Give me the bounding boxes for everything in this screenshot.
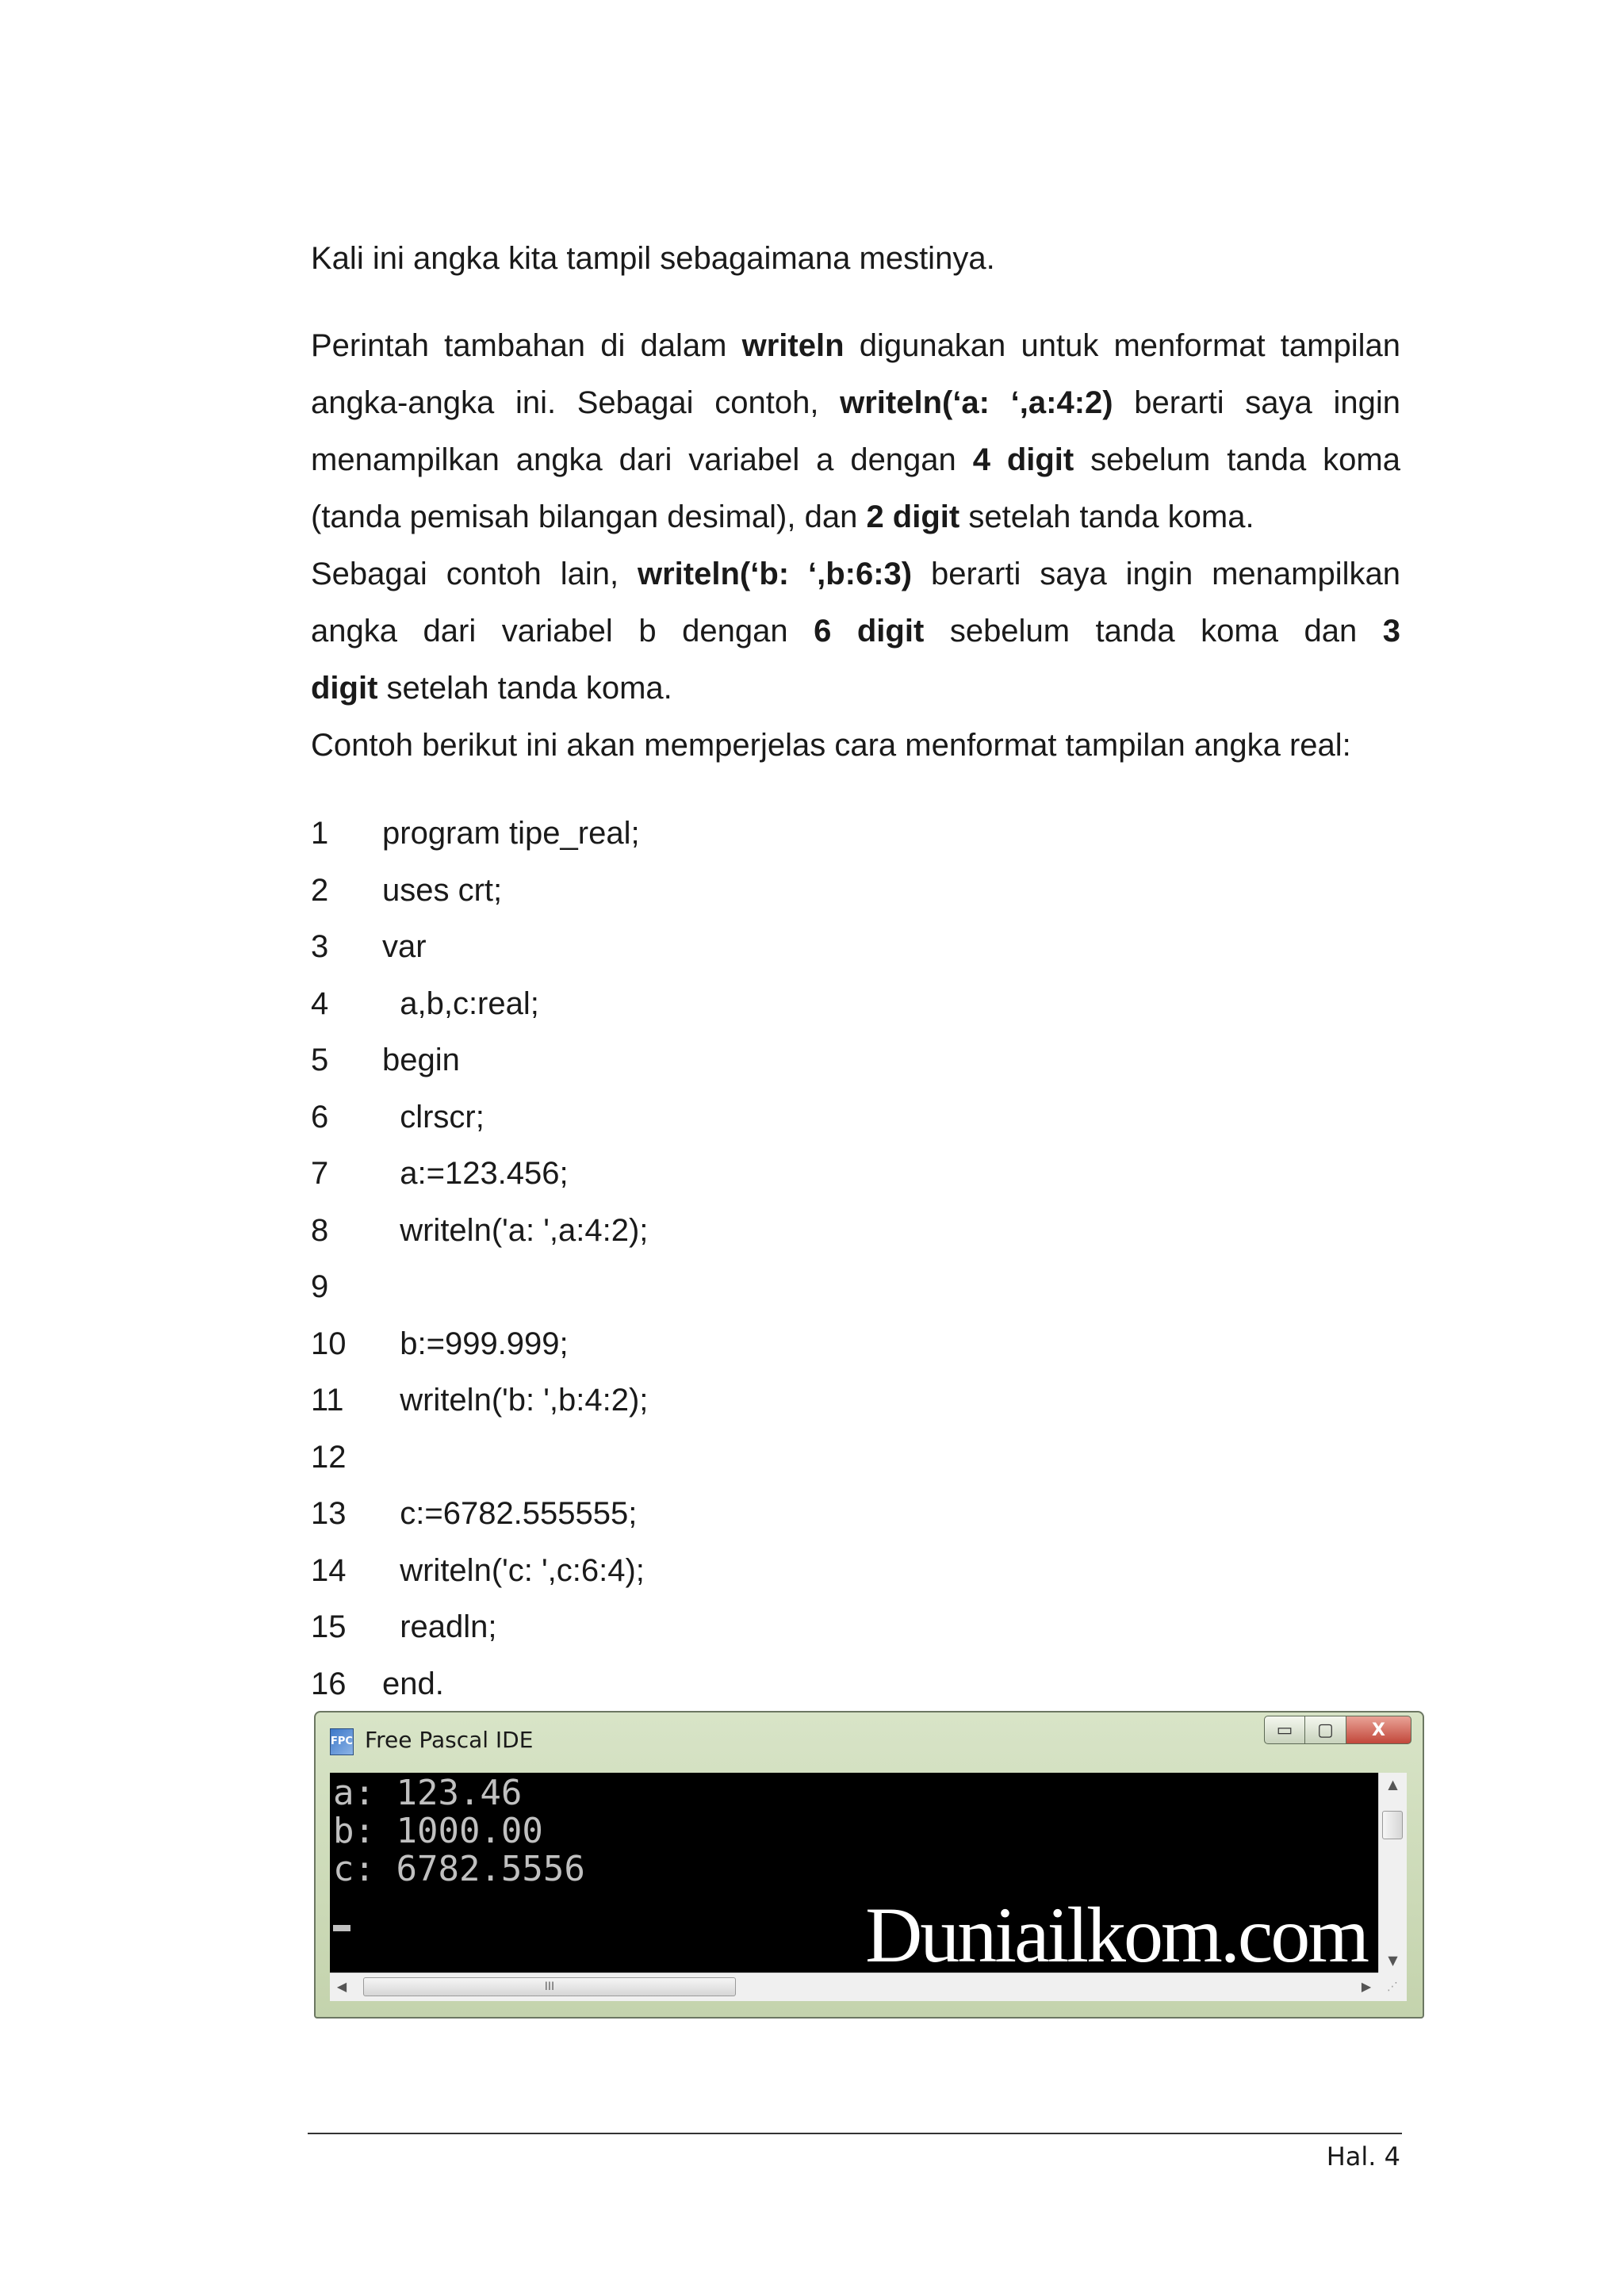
line-number: 7 [311,1156,329,1191]
format-explanation-paragraph: Perintah tambahan di dalam writeln digunakan untuk menformat tampilan angka-angka ini. Sebagai contoh, writeln(‘a: ‘,a:4:2) berarti saya ingin menampilkan angka dari variabel a dengan 4 digit sebelum tanda koma (tanda pemisah bilangan desimal), dan 2 digit setelah tanda koma. [311,328,1400,534]
line-number: 16 [311,1666,347,1701]
code-line [311,1259,1400,1316]
line-text: clrscr; [382,1099,485,1135]
window-title: Free Pascal IDE [365,1727,534,1753]
line-text: var [382,929,427,964]
line-number: 9 [311,1269,329,1304]
resize-grip-icon[interactable]: ⋰ [1378,1973,1407,2001]
line-text: uses crt; [382,872,503,908]
console-output[interactable] [330,1773,1378,1973]
code-line [311,1656,1400,1713]
line-text [382,1429,1400,1487]
console-line-c: c: 6782.5556 [333,1849,585,1889]
line-text: a:=123.456; [382,1156,569,1191]
line-number: 12 [311,1439,347,1475]
console-line-a: a: 123.46 [333,1773,523,1813]
code-line [311,1203,1400,1260]
code-line [311,1146,1400,1203]
code-line [311,1429,1400,1487]
line-text [382,1259,1400,1316]
line-number: 14 [311,1552,347,1588]
line-number: 2 [311,872,329,908]
horizontal-scroll-thumb[interactable]: III [363,1977,736,1996]
code-intro-paragraph: Contoh berikut ini akan memperjelas cara menformat tampilan angka real: [311,728,1351,763]
line-text: c:=6782.555555; [382,1496,638,1531]
footer-divider [308,2133,1402,2134]
line-number: 6 [311,1099,329,1135]
free-pascal-icon: FPC [330,1728,354,1755]
code-line [311,863,1400,920]
line-number: 8 [311,1212,329,1248]
vertical-scroll-thumb[interactable] [1382,1811,1403,1839]
maximize-icon: ▢ [1317,1720,1334,1740]
window-titlebar[interactable] [316,1712,1423,1768]
keyword-writeln: writeln [741,328,845,363]
line-number: 13 [311,1496,347,1531]
scroll-up-icon[interactable]: ▲ [1388,1777,1398,1792]
scroll-down-icon[interactable]: ▼ [1388,1953,1398,1968]
line-text: b:=999.999; [382,1326,569,1361]
code-line [311,806,1400,863]
close-icon: X [1372,1720,1385,1740]
example-writeln-b: writeln(‘b: ‘,b:6:3) [637,557,913,591]
line-number: 11 [311,1383,344,1418]
console-line-b: b: 1000.00 [333,1811,543,1851]
code-line [311,1599,1400,1656]
page-number: Hal. 4 [1326,2141,1400,2172]
maximize-button[interactable] [1305,1716,1346,1744]
scroll-right-icon[interactable]: ▶ [1361,1979,1372,1994]
line-text: program tipe_real; [382,816,640,851]
line-number: 3 [311,929,329,964]
code-line [311,1543,1400,1600]
code-line [311,1316,1400,1373]
code-line [311,976,1400,1033]
line-number: 10 [311,1326,347,1361]
line-number: 5 [311,1043,329,1077]
line-text: writeln('a: ',a:4:2); [382,1212,649,1248]
code-listing [311,806,1400,1712]
watermark: Duniailkom.com [865,1891,1367,1973]
intro-paragraph: Kali ini angka kita tampil sebagaimana mestinya. [311,241,995,276]
code-line [311,1089,1400,1146]
line-text: writeln('c: ',c:6:4); [382,1552,645,1588]
vertical-scrollbar[interactable] [1378,1773,1407,1973]
line-text: a,b,c:real; [382,985,539,1021]
minimize-button[interactable] [1264,1716,1305,1744]
free-pascal-console-window [314,1711,1424,2019]
line-number: 15 [311,1609,347,1644]
window-controls [1264,1716,1411,1744]
horizontal-scrollbar[interactable] [330,1973,1378,2001]
text-cursor [333,1925,350,1931]
code-line [311,1032,1400,1089]
second-example-paragraph: Sebagai contoh lain, writeln(‘b: ‘,b:6:3) berarti saya ingin menampilkan angka dari variabel b dengan 6 digit sebelum tanda koma dan 3 digit setelah tanda koma. [311,557,1400,706]
line-number: 1 [311,816,329,851]
document-body [311,230,1400,1712]
close-button[interactable] [1346,1716,1411,1744]
line-number: 4 [311,985,329,1021]
example-writeln-a: writeln(‘a: ‘,a:4:2) [840,385,1113,420]
line-text: readln; [382,1609,497,1644]
code-line [311,919,1400,976]
scroll-left-icon[interactable]: ◀ [336,1979,347,1994]
minimize-icon: ▭ [1276,1720,1293,1740]
line-text: begin [382,1043,460,1077]
code-line [311,1486,1400,1543]
line-text: writeln('b: ',b:4:2); [382,1383,649,1418]
line-text: end. [382,1666,444,1701]
code-line [311,1372,1400,1429]
